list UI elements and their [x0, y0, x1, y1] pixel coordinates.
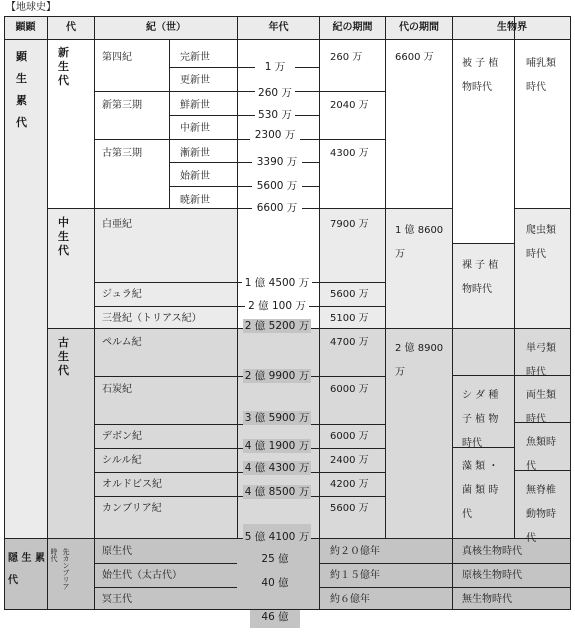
header-era-span: 代の期間 — [399, 22, 439, 33]
age-label: 5 億 4100 万 — [243, 524, 311, 542]
span-silurian: 2400 万 — [330, 455, 369, 466]
grid-line — [320, 563, 571, 564]
span-archean: 約１５億年 — [330, 570, 380, 581]
period-cambrian: カンブリア紀 — [102, 503, 162, 514]
grid-line — [320, 424, 385, 425]
age-label: 2 億 100 万 — [245, 299, 309, 313]
epoch-holocene: 完新世 — [180, 52, 210, 63]
grid-line — [169, 186, 237, 187]
span-carboniferous: 6000 万 — [330, 384, 369, 395]
age-label: 1 万 — [255, 60, 295, 74]
age-label: 2300 万 — [250, 128, 300, 142]
header-period-span: 紀の期間 — [332, 22, 373, 33]
grid-line — [320, 91, 385, 92]
grid-line — [320, 472, 385, 473]
life-amphibian: 両生類 時代 — [526, 390, 556, 425]
grid-line — [94, 376, 237, 377]
grid-line — [514, 16, 515, 538]
life-prokaryote: 原核生物時代 — [462, 570, 522, 581]
span-devonian: 6000 万 — [330, 431, 369, 442]
age-label: 2 億 5200 万 — [244, 320, 310, 332]
period-permian: ペルム紀 — [102, 337, 142, 348]
header-eon: 顕顕 — [15, 22, 36, 33]
age-label: 46 億 — [250, 610, 300, 628]
grid-line — [169, 40, 170, 208]
eon-cryptozoic: 隠 生 累代 — [8, 553, 45, 586]
period-cretaceous: 白亜紀 — [102, 219, 132, 230]
grid-line — [320, 306, 385, 307]
header-age: 年代 — [268, 22, 289, 33]
grid-line — [169, 115, 237, 116]
grid-line — [94, 424, 237, 425]
epoch-eocene: 始新世 — [180, 171, 210, 182]
grid-line — [169, 67, 237, 68]
life-angiosperm: 被 子 植 物時代 — [462, 58, 499, 93]
period-hadean: 冥王代 — [102, 594, 132, 605]
grid-line — [94, 139, 237, 140]
grid-line — [452, 16, 453, 610]
grid-line — [94, 282, 237, 283]
age-label: 530 万 — [255, 108, 295, 122]
period-jurassic: ジュラ紀 — [102, 289, 142, 300]
span-triassic: 5100 万 — [330, 313, 369, 324]
age-label: 4 億 1900 万 — [244, 440, 310, 452]
grid-line — [94, 563, 237, 564]
age-label: 40 億 — [250, 576, 300, 590]
era-paleozoic: 古 生 代 — [58, 336, 69, 377]
age-label: 4 億 8500 万 — [244, 486, 310, 498]
span-neogene: 2040 万 — [330, 100, 369, 111]
life-mammal: 哺乳類 時代 — [526, 58, 556, 93]
header-era: 代 — [66, 22, 76, 33]
grid-line — [94, 306, 237, 307]
grid-line — [320, 139, 385, 140]
eon-phanerozoic: 顕 生 累 代 — [16, 50, 27, 129]
epoch-miocene: 中新世 — [180, 123, 210, 134]
span-mesozoic: 1 億 8600 万 — [395, 225, 444, 260]
grid-line — [169, 162, 237, 163]
span-hadean: 約６億年 — [330, 594, 370, 605]
era-precambrian: 先カンブリア — [62, 548, 70, 590]
grid-line — [452, 243, 514, 244]
page-title: 【地球史】 — [6, 2, 56, 13]
epoch-paleocene: 暁新世 — [180, 195, 210, 206]
period-carboniferous: 石炭紀 — [102, 384, 132, 395]
epoch-oligocene: 漸新世 — [180, 148, 210, 159]
period-archean: 始生代（太古代） — [102, 570, 182, 581]
grid-line — [94, 448, 237, 449]
grid-line — [320, 448, 385, 449]
span-cretaceous: 7900 万 — [330, 219, 369, 230]
span-paleozoic: 2 億 8900 万 — [395, 343, 444, 378]
grid-line — [320, 376, 385, 377]
span-jurassic: 5600 万 — [330, 289, 369, 300]
period-silurian: シルル紀 — [102, 455, 142, 466]
grid-line — [237, 16, 238, 538]
era-mesozoic: 中 生 代 — [58, 216, 69, 257]
life-fish: 魚類時 代 — [526, 437, 556, 472]
grid-line — [319, 16, 320, 610]
span-quaternary: 260 万 — [330, 52, 363, 63]
period-quaternary: 第四紀 — [102, 52, 132, 63]
age-label: 3 億 5900 万 — [244, 412, 310, 424]
life-abiotic: 無生物時代 — [462, 594, 512, 605]
age-label: 25 億 — [250, 552, 300, 566]
age-label: 2 億 9900 万 — [244, 370, 310, 382]
life-gymnosperm: 裸 子 植 物時代 — [462, 260, 499, 295]
period-paleogene: 古第三期 — [102, 148, 142, 159]
age-label: 260 万 — [255, 86, 295, 100]
era-cenozoic: 新 生 代 — [58, 46, 69, 87]
age-label: 3390 万 — [252, 155, 302, 169]
span-ordovician: 4200 万 — [330, 479, 369, 490]
life-amphibian-early: 単弓類 時代 — [526, 343, 556, 378]
span-paleogene: 4300 万 — [330, 148, 369, 159]
grid-line — [4, 39, 571, 40]
grid-line — [320, 496, 385, 497]
span-cambrian: 5600 万 — [330, 503, 369, 514]
grid-line — [94, 16, 95, 610]
grid-line — [385, 16, 386, 538]
period-triassic: 三畳紀（トリアス紀） — [102, 313, 202, 324]
life-pteridophyte: シ ダ 種 子 植 物 時代 — [462, 390, 499, 449]
grid-line — [94, 91, 237, 92]
span-permian: 4700 万 — [330, 337, 369, 348]
life-algae: 藻 類 ・ 菌 類 時 代 — [462, 461, 499, 520]
age-label: 6600 万 — [252, 201, 302, 215]
age-label: 4 億 4300 万 — [244, 462, 310, 474]
period-proterozoic: 原生代 — [102, 546, 132, 557]
grid-line — [94, 472, 237, 473]
grid-line — [94, 496, 237, 497]
age-label: 5600 万 — [252, 179, 302, 193]
epoch-pliocene: 鮮新世 — [180, 100, 210, 111]
span-proterozoic: 約２０億年 — [330, 546, 380, 557]
life-reptile: 爬虫類 時代 — [526, 225, 556, 260]
span-cenozoic: 6600 万 — [395, 52, 434, 63]
grid-line — [320, 587, 571, 588]
header-life: 生物界 — [497, 22, 527, 33]
grid-line — [514, 208, 571, 209]
header-period: 紀（世） — [146, 22, 186, 33]
epoch-pleistocene: 更新世 — [180, 75, 210, 86]
grid-line — [94, 587, 237, 588]
age-label: 1 億 4500 万 — [242, 276, 312, 290]
grid-line — [47, 16, 48, 610]
period-ordovician: オルドビス紀 — [102, 479, 162, 490]
grid-line — [452, 375, 514, 376]
period-neogene: 新第三期 — [102, 100, 142, 111]
life-invertebrate: 無脊椎 動物時 代 — [526, 485, 556, 544]
life-eukaryote: 真核生物時代 — [462, 546, 522, 557]
era-precambrian-label: 時代 — [50, 548, 58, 562]
period-devonian: デボン紀 — [102, 431, 142, 442]
grid-line — [320, 282, 385, 283]
